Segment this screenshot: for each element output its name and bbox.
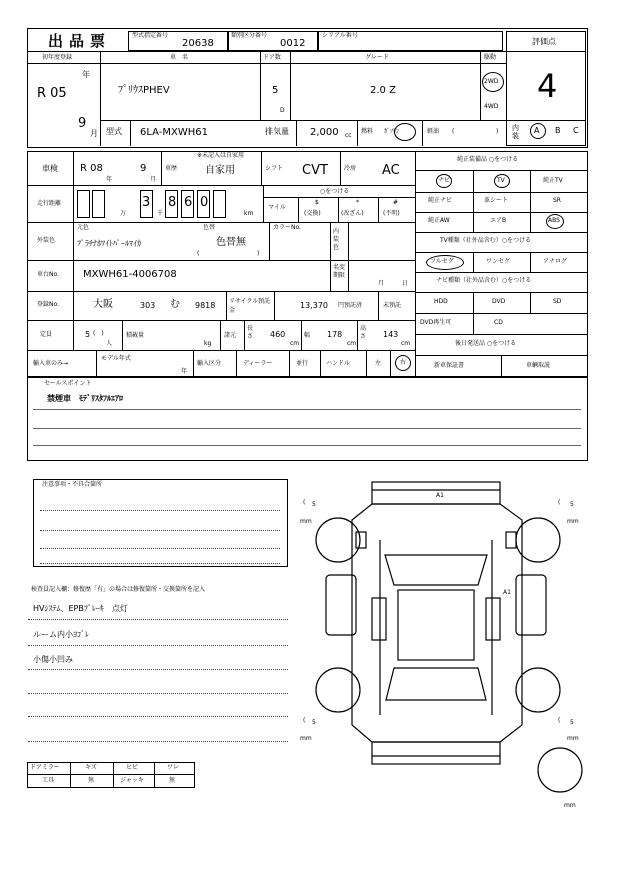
drive-label: 駆動 <box>484 54 497 61</box>
tread-rl-unit: mm <box>300 735 312 742</box>
equip-abs: ABS <box>548 217 560 224</box>
roof-shape <box>398 590 474 660</box>
legend-value: 工具 <box>42 777 55 784</box>
color-no-label: カラーNo. <box>273 224 301 231</box>
model-value: 6LA-MXWH61 <box>140 127 209 138</box>
legend-header: ワレ <box>167 764 180 771</box>
capacity-bracket: ( ) <box>93 330 104 337</box>
fuel-value: ｶﾞｿﾘﾝ <box>384 128 400 135</box>
genuine-header: 純正装備品 ○をつける <box>457 156 519 163</box>
shift-label: シフト <box>265 165 284 172</box>
reg-label: 登録No. <box>37 301 59 308</box>
score-value: 4 <box>537 67 558 105</box>
type-no-value: 20638 <box>182 38 214 49</box>
sales-point-label: セールスポイント <box>44 380 92 387</box>
later-header: 後日発送品 ○をつける <box>455 340 517 347</box>
caution-label: 注意事項・不具合箇所 <box>42 481 103 488</box>
shaken-month-unit: 月 <box>150 176 157 183</box>
grade-label: グレード <box>365 54 390 61</box>
capacity-value: 5 <box>85 330 91 339</box>
tread-rr-unit: mm <box>567 735 579 742</box>
usage-note: ※未記入は自家用 <box>197 152 245 159</box>
recycle-status: 未預託 <box>383 302 402 309</box>
navi-sd: SD <box>553 298 562 305</box>
mileage-digit: 0 <box>200 195 209 210</box>
tampered-symbol: * <box>356 199 359 206</box>
tread-bracket-rl: ( <box>303 717 306 724</box>
length-label: 長さ <box>247 325 254 340</box>
equip-sr: SR <box>553 197 561 204</box>
shaken-month: 9 <box>140 163 147 174</box>
first-reg-year-unit: 年 <box>82 70 90 79</box>
ac-label: 冷房 <box>344 165 357 172</box>
drive-2wd: 2WD <box>484 78 499 85</box>
equip-leather: 革シート <box>484 197 509 204</box>
displacement-unit: cc <box>345 132 352 139</box>
length-value: 460 <box>270 330 286 339</box>
height-unit: cm <box>401 340 411 347</box>
note-line-3: 小傷小凹み <box>33 655 73 664</box>
width-value: 178 <box>327 330 343 339</box>
exchange-label: (交換) <box>304 210 321 217</box>
tampered-label: (改ざん) <box>341 210 364 217</box>
navi-cd: CD <box>494 319 503 326</box>
page-title: 出品票 <box>48 32 112 50</box>
door-type: D <box>280 107 285 114</box>
color-change-value: 色替無 <box>216 237 246 248</box>
recycle-unit: 円預託済 <box>338 302 363 309</box>
displacement-value: 2,000 <box>310 127 339 138</box>
name-change-month-unit: 月 <box>378 280 385 287</box>
navi-hdd: HDD <box>434 298 448 305</box>
class-no-label: 類別区分番号 <box>231 32 268 39</box>
first-reg-label: 初年度登録 <box>42 54 73 61</box>
mile-label: マイル <box>268 204 286 211</box>
dealer-label: ディーラー <box>243 360 273 367</box>
handle-right: 右 <box>400 359 407 366</box>
legend-value: 無 <box>88 777 95 784</box>
diesel-label: 軽油 <box>427 128 440 135</box>
legend-value: ジャッキ <box>120 777 144 784</box>
handle-left: 左 <box>375 360 382 367</box>
later-manual: 車輌取説 <box>526 362 551 369</box>
mileage-digit: 8 <box>168 195 177 210</box>
legend-header: ドアミラー <box>30 764 60 771</box>
tread-fl-unit: mm <box>300 518 312 525</box>
mileage-label: 走行距離 <box>37 200 62 207</box>
first-reg-year: R 05 <box>37 86 67 101</box>
legend-header: ヒビ <box>126 764 139 771</box>
shaken-year: R 08 <box>80 163 103 174</box>
color-change-bracket: ( <box>197 250 200 257</box>
doors-label: ドア数 <box>263 54 281 61</box>
wheel-front-left <box>316 518 360 562</box>
rear-window-shape <box>386 668 486 700</box>
navi-dvd-play: DVD再生可 <box>420 319 452 326</box>
navi-header: ナビ種類（社外品含む）○をつける <box>436 277 532 284</box>
tread-fr-unit: mm <box>567 518 579 525</box>
height-label: 高さ <box>360 325 367 340</box>
equip-genuine-aw: 純正AW <box>428 217 450 224</box>
tread-rl: 5 <box>312 719 316 726</box>
unknown-label: (不明) <box>383 210 400 217</box>
interior-color-label: 内装色 <box>333 228 340 251</box>
inspector-label: 検査員記入欄：修復歴「有」の場合は修復箇所・交換箇所を記入 <box>31 586 206 593</box>
model-year-unit: 年 <box>181 368 188 375</box>
capacity-unit: 人 <box>106 340 113 347</box>
interior-label: 内装 <box>512 124 519 140</box>
drive-4wd: 4WD <box>484 103 499 110</box>
name-change-day-unit: 日 <box>402 280 409 287</box>
dims-label: 諸元 <box>224 332 237 339</box>
displacement-label: 排気量 <box>265 127 289 136</box>
rear-bumper-shape <box>372 742 500 764</box>
class-no-value: 0012 <box>280 38 306 49</box>
damage-mark-side: A1 <box>503 589 511 596</box>
usage-label: 車歴 <box>165 165 178 172</box>
wheel-rear-left <box>316 668 360 712</box>
shaken-label: 車検 <box>42 164 58 173</box>
body-outline <box>352 504 522 742</box>
handle-label: ハンドル <box>326 360 351 367</box>
unknown-symbol: # <box>393 199 399 206</box>
serial-label: シリアル番号 <box>322 32 358 39</box>
payload-label: 積載量 <box>126 332 145 339</box>
type-no-label: 型式指定番号 <box>132 32 169 39</box>
car-name: ﾌﾟﾘｳｽPHEV <box>118 85 170 96</box>
tv-analog: アナログ <box>543 258 568 265</box>
legend-header: キズ <box>85 764 97 771</box>
chassis-value: MXWH61-4006708 <box>83 269 177 280</box>
tv-fullseg: フルセグ <box>430 258 454 265</box>
ac-value: AC <box>382 163 400 178</box>
height-value: 143 <box>383 330 399 339</box>
first-reg-month-unit: 月 <box>90 129 98 138</box>
windshield-shape <box>385 555 487 585</box>
score-label: 評価点 <box>532 37 556 46</box>
later-warranty: 新車保証書 <box>434 362 465 369</box>
km-unit: km <box>244 210 254 217</box>
tv-header: TV種類（社外品含む）○をつける <box>440 237 532 244</box>
width-unit: cm <box>347 340 357 347</box>
fuel-label: 燃料 <box>361 128 374 135</box>
name-change-label: 名変期限 <box>333 264 346 279</box>
legend-value: 無 <box>169 777 176 784</box>
spare-wheel <box>538 748 582 792</box>
capacity-label: 定員 <box>40 331 53 338</box>
shift-value: CVT <box>302 163 328 178</box>
grade-value: 2.0 Z <box>370 85 396 96</box>
equip-genuine-navi: 純正ナビ <box>428 197 453 204</box>
model-year-label: モデル年式 <box>101 355 131 362</box>
navi-dvd: DVD <box>492 298 506 305</box>
reg-kana: む <box>170 299 180 310</box>
first-reg-month: 9 <box>78 116 87 131</box>
tread-bracket-fr: ( <box>558 499 561 506</box>
mileage-circle-note: ○をつける <box>320 188 350 195</box>
car-name-label: 車 名 <box>170 54 189 61</box>
chassis-label: 車台No. <box>37 271 59 278</box>
model-label: 型式 <box>106 127 122 136</box>
mileage-thousand-unit: 千 <box>157 210 164 217</box>
equip-tv: TV <box>497 177 505 184</box>
recycle-label: リサイクル預託金 <box>229 298 271 314</box>
color-value: ﾌﾟﾗﾁﾅﾎﾜｲﾄﾊﾟｰﾙﾏｲｶ <box>77 239 141 248</box>
interior-c: C <box>573 126 579 135</box>
equip-navi: ナビ <box>438 177 451 184</box>
reg-area: 大阪 <box>93 299 113 310</box>
reg-class: 303 <box>140 301 156 310</box>
note-line-1: HVｼｽﾃﾑ、EPBﾌﾞﾚｰｷ 点灯 <box>33 604 128 613</box>
equip-genuine-tv: 純正TV <box>543 177 563 184</box>
mileage-digit: 6 <box>184 195 193 210</box>
length-unit: cm <box>290 340 300 347</box>
tread-bracket-fl: ( <box>303 499 306 506</box>
interior-b: B <box>555 126 561 135</box>
interior-a: A <box>534 126 540 135</box>
tread-fl: 5 <box>312 501 316 508</box>
color-label: 外装色 <box>37 237 56 244</box>
mileage-man: 3 <box>142 195 151 210</box>
recycle-amount: 13,370 <box>300 301 328 310</box>
sales-point-text: 禁煙車 ﾓﾃﾞﾘｽﾀﾌﾙｴｱﾛ <box>47 394 123 403</box>
exchange-symbol: $ <box>315 199 319 206</box>
mileage-man-unit: 万 <box>120 210 127 217</box>
color-orig-label: 元色 <box>77 224 90 231</box>
tread-rr: 5 <box>570 719 574 726</box>
color-change-bracket-close: ) <box>257 250 260 257</box>
payload-unit: kg <box>204 340 212 347</box>
import-class-label: 輸入区分 <box>197 360 222 367</box>
diesel-bracket-open: ( <box>452 128 455 135</box>
parallel-label: 並行 <box>296 360 309 367</box>
diesel-bracket-close: ) <box>496 128 499 135</box>
tv-oneseg: ワンセグ <box>486 258 511 265</box>
tread-bracket-rr: ( <box>558 717 561 724</box>
reg-num: 9818 <box>195 301 216 310</box>
doors-value: 5 <box>272 85 279 96</box>
color-change-label: 色替 <box>203 224 216 231</box>
damage-mark-top: A1 <box>436 492 444 499</box>
width-label: 幅 <box>304 332 311 339</box>
note-line-2: ルーム内小ﾖｺﾞﾚ <box>33 630 89 639</box>
usage-value: 自家用 <box>205 165 235 176</box>
tread-fr: 5 <box>570 501 574 508</box>
equip-airbag: エアB <box>490 217 507 224</box>
shaken-year-unit: 年 <box>106 176 113 183</box>
tread-spare-unit: mm <box>564 802 576 809</box>
import-label: 輸入車のみ→ <box>33 360 69 367</box>
